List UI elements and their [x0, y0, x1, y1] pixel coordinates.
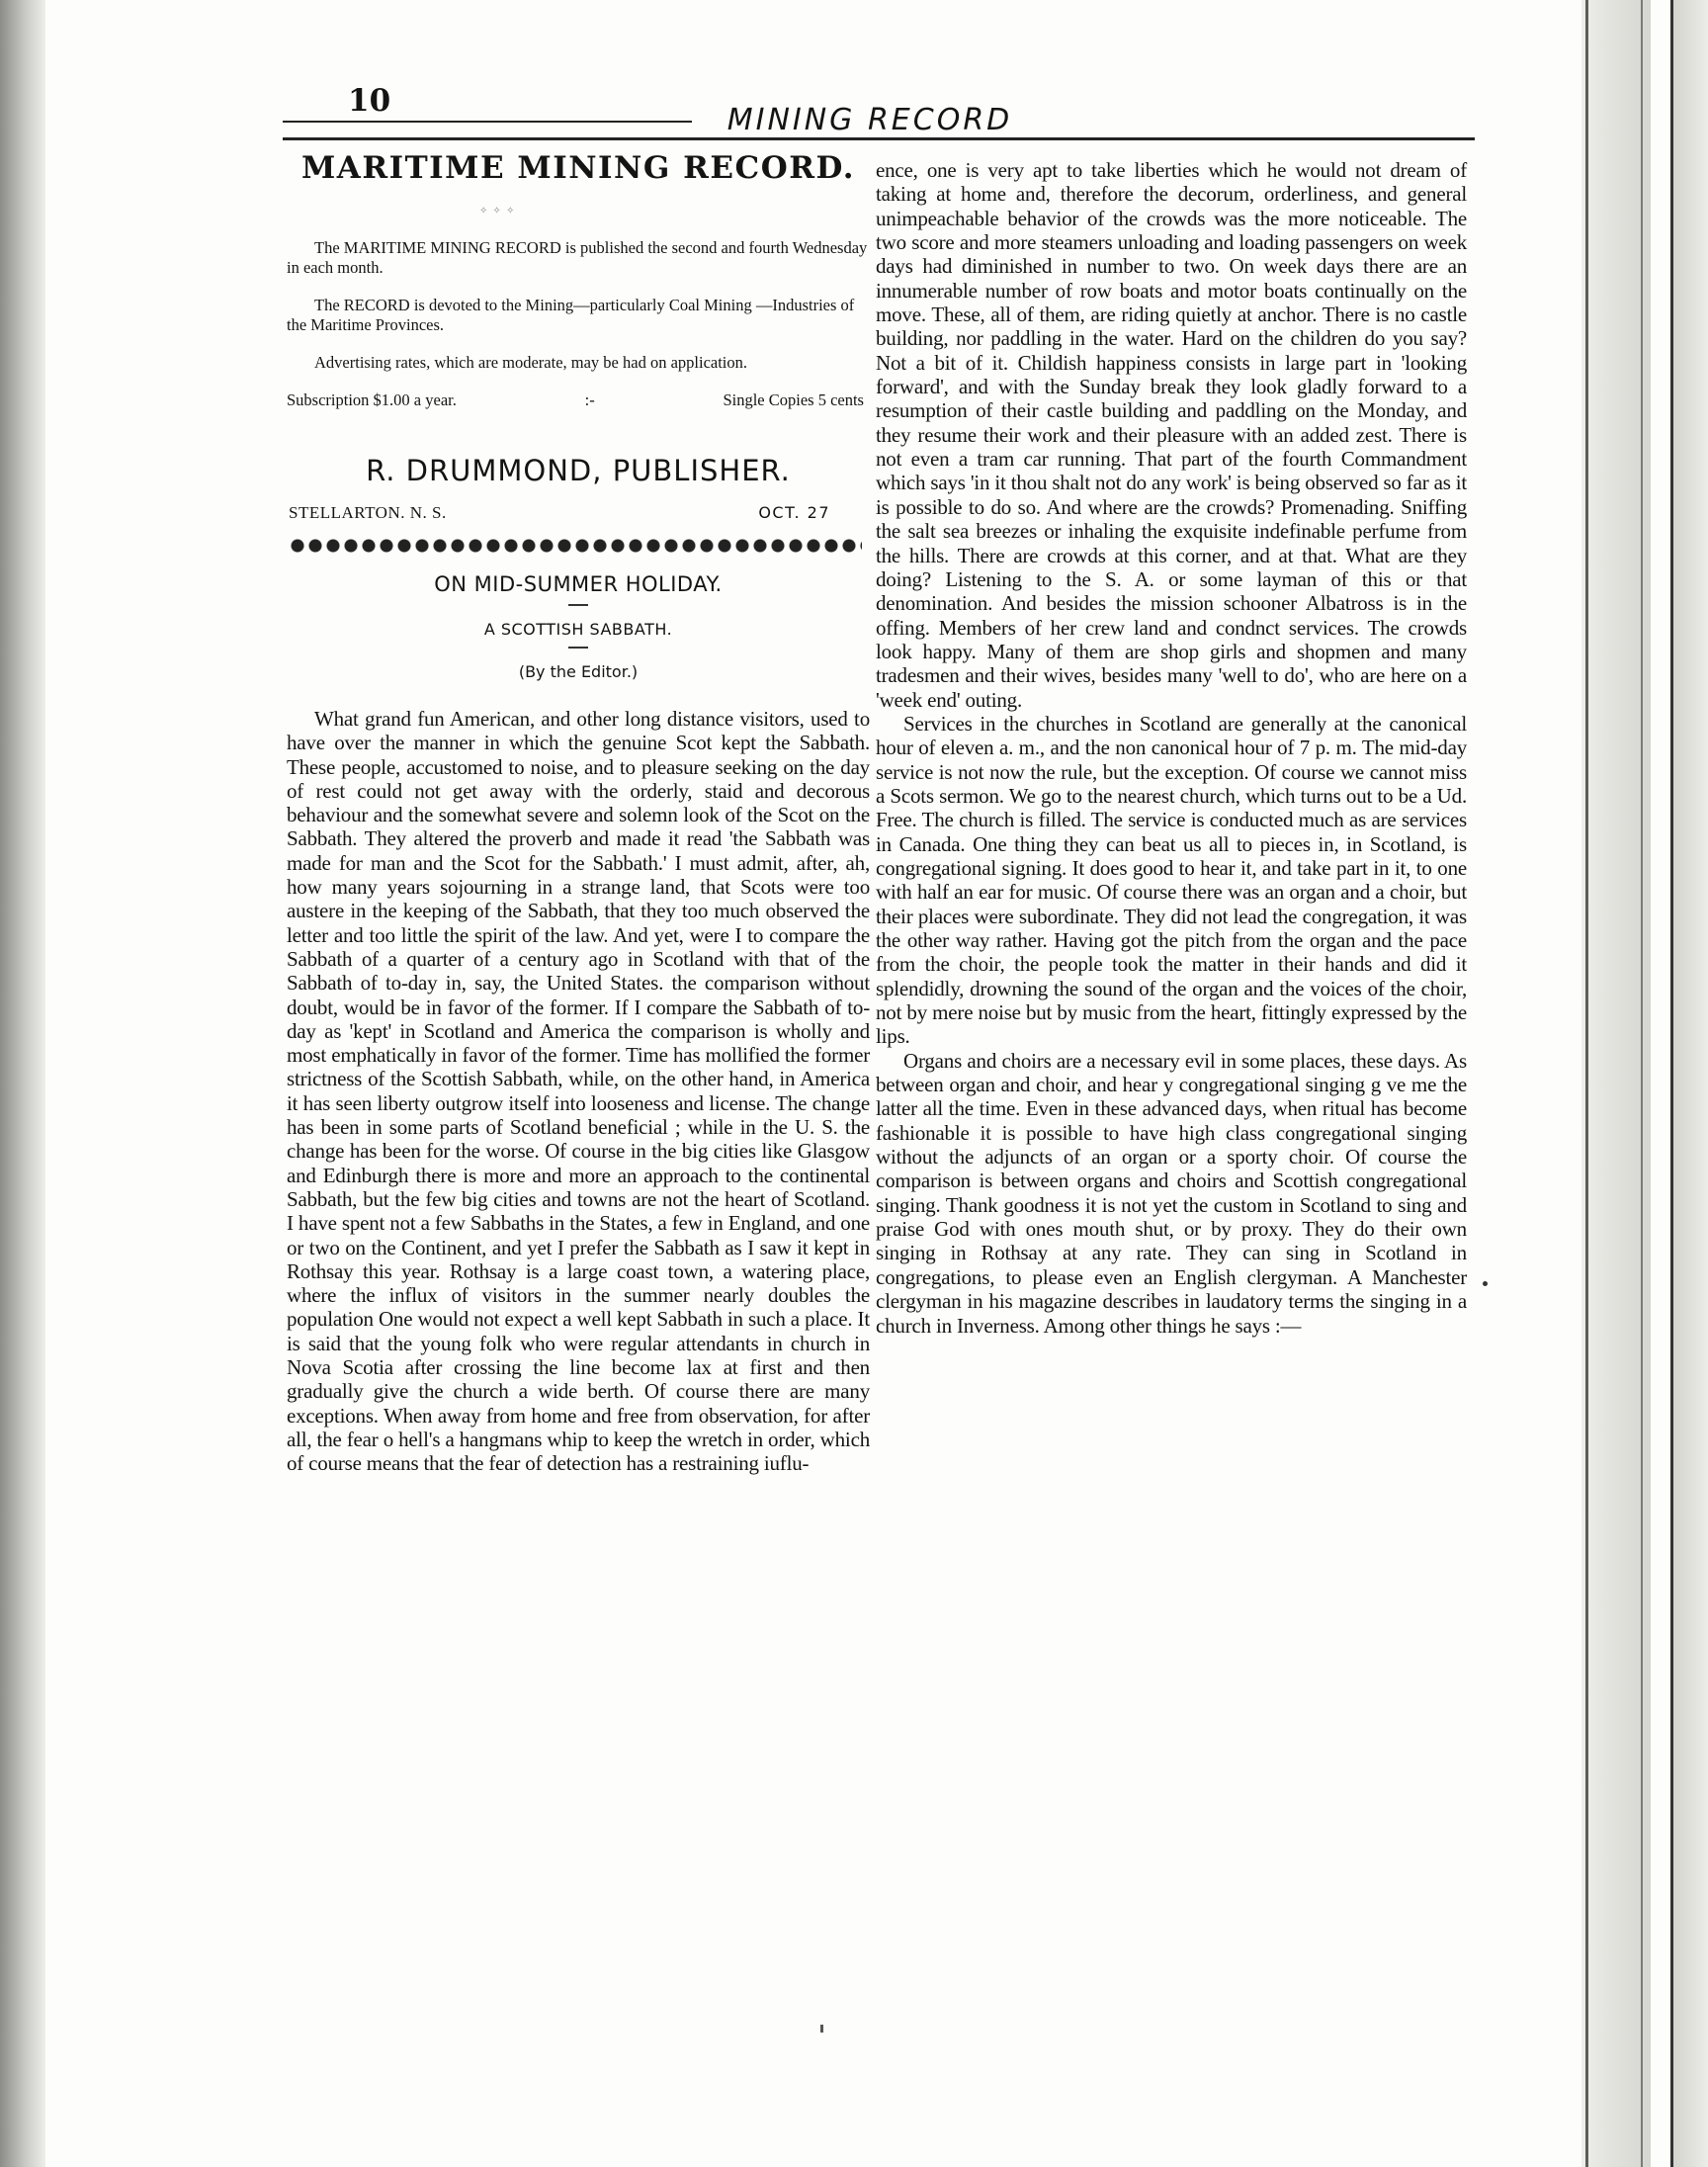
- ornamental-border: [289, 535, 862, 557]
- flourish-ornament: ✧ ✧ ✧: [479, 206, 516, 217]
- place: STELLARTON. N. S.: [289, 503, 447, 522]
- article-paragraph: Services in the churches in Scotland are generally at the canonical hour of eleven a. m., and the non canonical hour of 7 p. m. The mid-day service is not now the rule, but the exception. Of course we cannot miss a Scots sermon. We go to the nearest church, which turns out to be a Ud. Free. The church is filled. The service is conducted much as are services in Canada. One thing they can beat us all to pieces in, in Scotland, is congregational signing. It does good to hear it, and take part in it, to one with half an ear for music. Of course there was an organ and a choir, but their places were subordinate. They did not lead the congregation, it was the other way rather. Having got the pitch from the organ and the pace from the choir, the people took the matter in their hands and did it splendidly, drowning the sound of the organ and the voices of the choir, not by mere noise but by music from the heart, fittingly expressed by the lips.: [876, 711, 1467, 1049]
- page-number: 10: [348, 83, 391, 119]
- issue-date: OCT. 27: [758, 503, 830, 522]
- ink-speck: [1483, 1281, 1488, 1286]
- right-column: [876, 158, 1467, 1338]
- article-paragraph: Organs and choirs are a necessary evil in some places, these days. As between organ and choir, and hear y congregational singing g ve me the latter all the time. Even in these advanced days, when ritual has become fashionable it is possible to have high class congregational singing without the adjuncts of an organ or a sporty choir. Of course the comparison is between organs and choirs and Scottish congregational singing. Thank goodness it is not yet the custom in Scotland to sing and praise God with ones mouth shut, or by proxy. They do their own singing in Rothsay at any rate. They can sing in Scotland in congregations, to please even an English clergyman. A Manchester clergyman in his magazine describes in laudatory terms the singing in a church in Inverness. Among other things he says :—: [876, 1048, 1467, 1338]
- page-edge-line: [1585, 0, 1588, 2167]
- article-title: ON MID-SUMMER HOLIDAY.: [434, 572, 723, 596]
- page-edge-outer: [1670, 0, 1708, 2167]
- article-paragraph: What grand fun American, and other long distance visitors, used to have over the manner in which the genuine Scot kept the Sabbath. These people, accustomed to noise, and to pleasure seeking on the day of rest could not get away with the orderly, staid and decorous behaviour and the somewhat severe and solemn look of the Scot on the Sabbath. They altered the proverb and made it read 'the Sabbath was made for man and the Scot for the Sabbath.' I must admit, after, ah, how many years sojourning in a strange land, that Scots were too austere in the keeping of the Sabbath, that they too much observed the letter and too little the spirit of the law. And yet, were I to compare the Sabbath of a quarter of a century ago in Scotland with that of the Sabbath of to-day in, say, the United States. the comparison without doubt, would be in favor of the former. If I compare the Sabbath of to-day as 'kept' in Scotland and America the comparison is wholly and most emphatically in favor of the former. Time has mollified the former strictness of the Scottish Sabbath, while, on the other hand, in America it has seen liberty outgrow itself into looseness and license. The change has been in some parts of Scotland beneficial ; while in the U. S. the change has been for the worse. Of course in the big cities like Glasgow and Edinburgh there is more and more an approach to the continental Sabbath, but the few big cities and towns are not the heart of Scotland. I have spent not a few Sabbaths in the States, a few in England, and one or two on the Continent, and yet I prefer the Sabbath as I saw it kept in Rothsay this year. Rothsay is a large coast town, a watering place, where the influx of visitors in the summer nearly doubles the population One would not expect a well kept Sabbath in such a place. It is said that the young folk who were regular attendants in church in Nova Scotia after crossing the line become lax at first and then gradually give the church a wide berth. Of course there are many exceptions. When away from home and free from observation, for after all, the fear o hell's a hangmans whip to keep the wretch in order, which of course means that the fear of detection has a restraining iuflu-: [287, 707, 870, 1476]
- ink-speck: [820, 2025, 823, 2033]
- divider: [568, 647, 588, 649]
- divider: [568, 604, 588, 606]
- subscription-line: [287, 390, 870, 410]
- binding-shadow: [0, 0, 45, 2167]
- single-copy-price: Single Copies 5 cents: [723, 390, 864, 409]
- publication-notice: Advertising rates, which are moderate, may be had on application.: [314, 353, 748, 372]
- page-edge-line: [1670, 0, 1673, 2167]
- separator: :-: [584, 390, 595, 409]
- masthead-title: MARITIME MINING RECORD.: [300, 150, 856, 186]
- running-head: MINING RECORD: [726, 103, 1013, 137]
- header-rule: [283, 137, 1475, 140]
- page-edge-line: [1641, 0, 1643, 2167]
- dateline: [287, 503, 870, 523]
- left-column: [287, 150, 870, 1476]
- article-paragraph: ence, one is very apt to take liberties which he would not dream of taking at home and, therefore the decorum, orderliness, and general unimpeachable behavior of the crowds was the more noticeable. The two score and more steamers unloading and loading passengers on week days had diminished in number to two. On week days there are an innumerable number of row boats and motor boats continually on the move. These, all of them, are riding quietly at anchor. There is no castle building, nor paddling in the water. Hard on the children do you say? Not a bit of it. Childish happiness consists in large part in 'looking forward', and with the Sunday break they look gladly forward to a resumption of their castle building and paddling on the Monday, and they resume their work and their pleasure with an added zest. There is not even a tram car running. That part of the fourth Commandment which says 'in it thou shalt not do any work' is being observed so far as it is possible to do so. And where are the crowds? Promenading. Sniffing the salt sea breezes or inhaling the exquisite indefinable perfume from the hills. There are crowds at this corner, and at that. What are they doing? Listening to the S. A. or some layman of this or that denomination. And besides the mission schooner Albatross is in the offing. Members of her crew land and condnct services. The crowds look happy. Many of them are shop girls and shopmen and many tradesmen and their wives, besides many 'well to do', who are here on a 'week end' outing.: [876, 158, 1467, 712]
- article-subtitle: A SCOTTISH SABBATH.: [483, 620, 673, 639]
- publication-notice: The MARITIME MINING RECORD is published the second and fourth Wednesday in each month.: [287, 238, 868, 277]
- byline: (By the Editor.): [518, 662, 639, 681]
- header-rule: [283, 121, 692, 123]
- subscription-price: Subscription $1.00 a year.: [287, 390, 457, 409]
- publication-notice: The RECORD is devoted to the Mining—particularly Coal Mining —Industries of the Maritime Provinces.: [287, 296, 855, 334]
- publisher-line: R. DRUMMOND, PUBLISHER.: [366, 454, 791, 487]
